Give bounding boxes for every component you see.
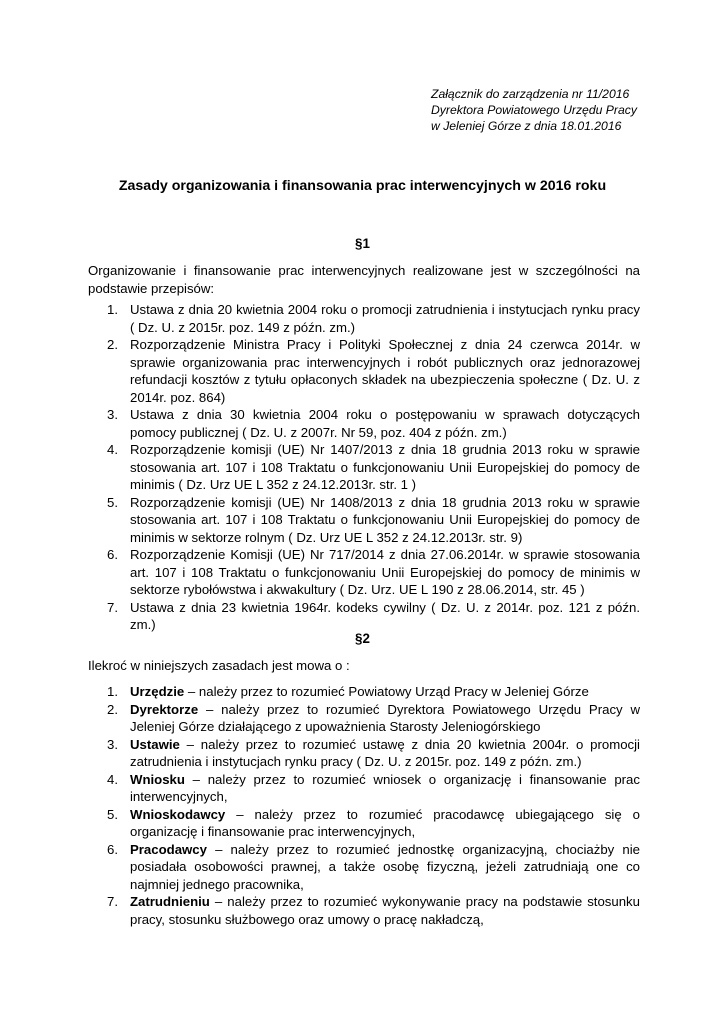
document-title: Zasady organizowania i finansowania prac interwencyjnych w 2016 roku	[118, 178, 607, 194]
attachment-note-line: Załącznik do zarządzenia nr 11/2016	[431, 87, 630, 101]
section-2-intro: Ilekroć w niniejszych zasadach jest mowa o :	[88, 658, 350, 673]
list-item-text: Ustawa z dnia 30 kwietnia 2004 roku o postępowaniu w sprawach dotyczących pomocy publicznej ( Dz. U. z 2007r. Nr 59, poz. 404 z późn. zm.)	[130, 407, 640, 440]
list-item	[88, 893, 640, 928]
list-item-number: 6.	[107, 547, 118, 562]
section-2-list	[88, 683, 640, 928]
list-item-number: 3.	[107, 736, 118, 752]
list-item	[88, 406, 640, 441]
list-item-text: Ustawa z dnia 20 kwietnia 2004 roku o promocji zatrudnienia i instytucjach rynku pracy ( Dz. U. z 2015r. poz. 149 z późn. zm.)	[130, 302, 640, 335]
list-item	[88, 546, 640, 599]
section-1-heading: §1	[355, 236, 370, 251]
list-item	[88, 441, 640, 494]
list-item-number: 1.	[107, 302, 118, 317]
list-item	[88, 301, 640, 336]
section-1-intro: Organizowanie i finansowanie prac interwencyjnych realizowane jest w szczególności na podstawie przepisów:	[88, 263, 640, 296]
defined-term: Zatrudnieniu	[130, 894, 210, 909]
list-item-text: – należy przez to rozumieć ustawę z dnia 20 kwietnia 2004r. o promocji zatrudnienia i instytucjach rynku pracy ( Dz. U. z 2015r. poz. 149 z późn. zm.)	[130, 736, 640, 769]
list-item-number: 4.	[107, 771, 118, 787]
list-item	[88, 494, 640, 547]
attachment-note-line: Dyrektora Powiatowego Urzędu Pracy	[431, 103, 637, 117]
list-item-text: – należy przez to rozumieć wykonywanie pracy na podstawie stosunku pracy, stosunku służbowego oraz umowy o pracę nakładczą,	[130, 894, 640, 927]
list-item-text: – należy przez to rozumieć jednostkę organizacyjną, chociażby nie posiadała osobowości prawnej, a także osobę fizyczną, jeżeli zatrudniają one co najmniej jednego pracownika,	[130, 841, 640, 892]
list-item	[88, 841, 640, 894]
list-item-number: 2.	[107, 701, 118, 717]
list-item-number: 1.	[107, 684, 118, 699]
list-item-number: 5.	[107, 806, 118, 822]
defined-term: Pracodawcy	[130, 841, 207, 857]
list-item-number: 7.	[107, 894, 118, 909]
list-item	[88, 806, 640, 841]
defined-term: Ustawie	[130, 736, 180, 752]
list-item-text: Rozporządzenie Ministra Pracy i Polityki Społecznej z dnia 24 czerwca 2014r. w sprawie organizowania prac interwencyjnych i robót publicznych oraz jednorazowej refundacji kosztów z tytułu opłaconych składek na ubezpieczenia społeczne ( Dz. U. z 2014r. poz. 864)	[130, 337, 640, 405]
list-item-number: 2.	[107, 337, 118, 352]
list-item-text: – należy przez to rozumieć Dyrektora Powiatowego Urzędu Pracy w Jeleniej Górze działającego z upoważnienia Starosty Jeleniogórskiego	[130, 701, 640, 734]
list-item	[88, 683, 640, 701]
list-item-text: Rozporządzenie komisji (UE) Nr 1408/2013 z dnia 18 grudnia 2013 roku w sprawie stosowania art. 107 i 108 Traktatu o funkcjonowaniu Unii Europejskiej do pomocy de minimis w sektorze rolnym ( Dz. Urz UE L 352 z 24.12.2013r. str. 9)	[130, 494, 640, 545]
list-item-number: 7.	[107, 599, 118, 615]
list-item-text: Rozporządzenie Komisji (UE) Nr 717/2014 z dnia 27.06.2014r. w sprawie stosowania art. 107 i 108 Traktatu o funkcjonowaniu Unii Europejskiej do pomocy de minimis w sektorze rybołówstwa i akwakultury ( Dz. Urz. UE L 190 z 28.06.2014, str. 45 )	[130, 547, 640, 597]
list-item	[88, 336, 640, 406]
attachment-note	[431, 86, 701, 134]
list-item-text: Ustawa z dnia 23 kwietnia 1964r. kodeks cywilny ( Dz. U. z 2014r. poz. 121 z późn. zm.)	[130, 599, 640, 632]
list-item	[88, 599, 640, 634]
defined-term: Urzędzie	[130, 684, 185, 699]
list-item-number: 6.	[107, 841, 118, 857]
list-item-number: 3.	[107, 407, 118, 422]
list-item-number: 4.	[107, 442, 118, 457]
list-item-number: 5.	[107, 494, 118, 510]
list-item-text: – należy przez to rozumieć wniosek o organizację i finansowanie prac interwencyjnych,	[130, 771, 640, 804]
defined-term: Wnioskodawcy	[130, 806, 226, 822]
list-item	[88, 736, 640, 771]
list-item	[88, 771, 640, 806]
section-2-heading: §2	[355, 631, 370, 646]
attachment-note-line: w Jeleniej Górze z dnia 18.01.2016	[431, 119, 622, 133]
section-1-list	[88, 301, 640, 634]
defined-term: Wniosku	[130, 771, 185, 787]
list-item-text: – należy przez to rozumieć Powiatowy Urząd Pracy w Jeleniej Górze	[184, 684, 589, 699]
list-item-text: Rozporządzenie komisji (UE) Nr 1407/2013 z dnia 18 grudnia 2013 roku w sprawie stosowania art. 107 i 108 Traktatu o funkcjonowaniu Unii Europejskiej do pomocy de minimis ( Dz. Urz UE L 352 z 24.12.2013r. str. 1 )	[130, 442, 640, 492]
list-item	[88, 701, 640, 736]
list-item-text: – należy przez to rozumieć pracodawcę ubiegającego się o organizację i finansowanie prac interwencyjnych,	[130, 806, 640, 839]
defined-term: Dyrektorze	[130, 701, 199, 717]
